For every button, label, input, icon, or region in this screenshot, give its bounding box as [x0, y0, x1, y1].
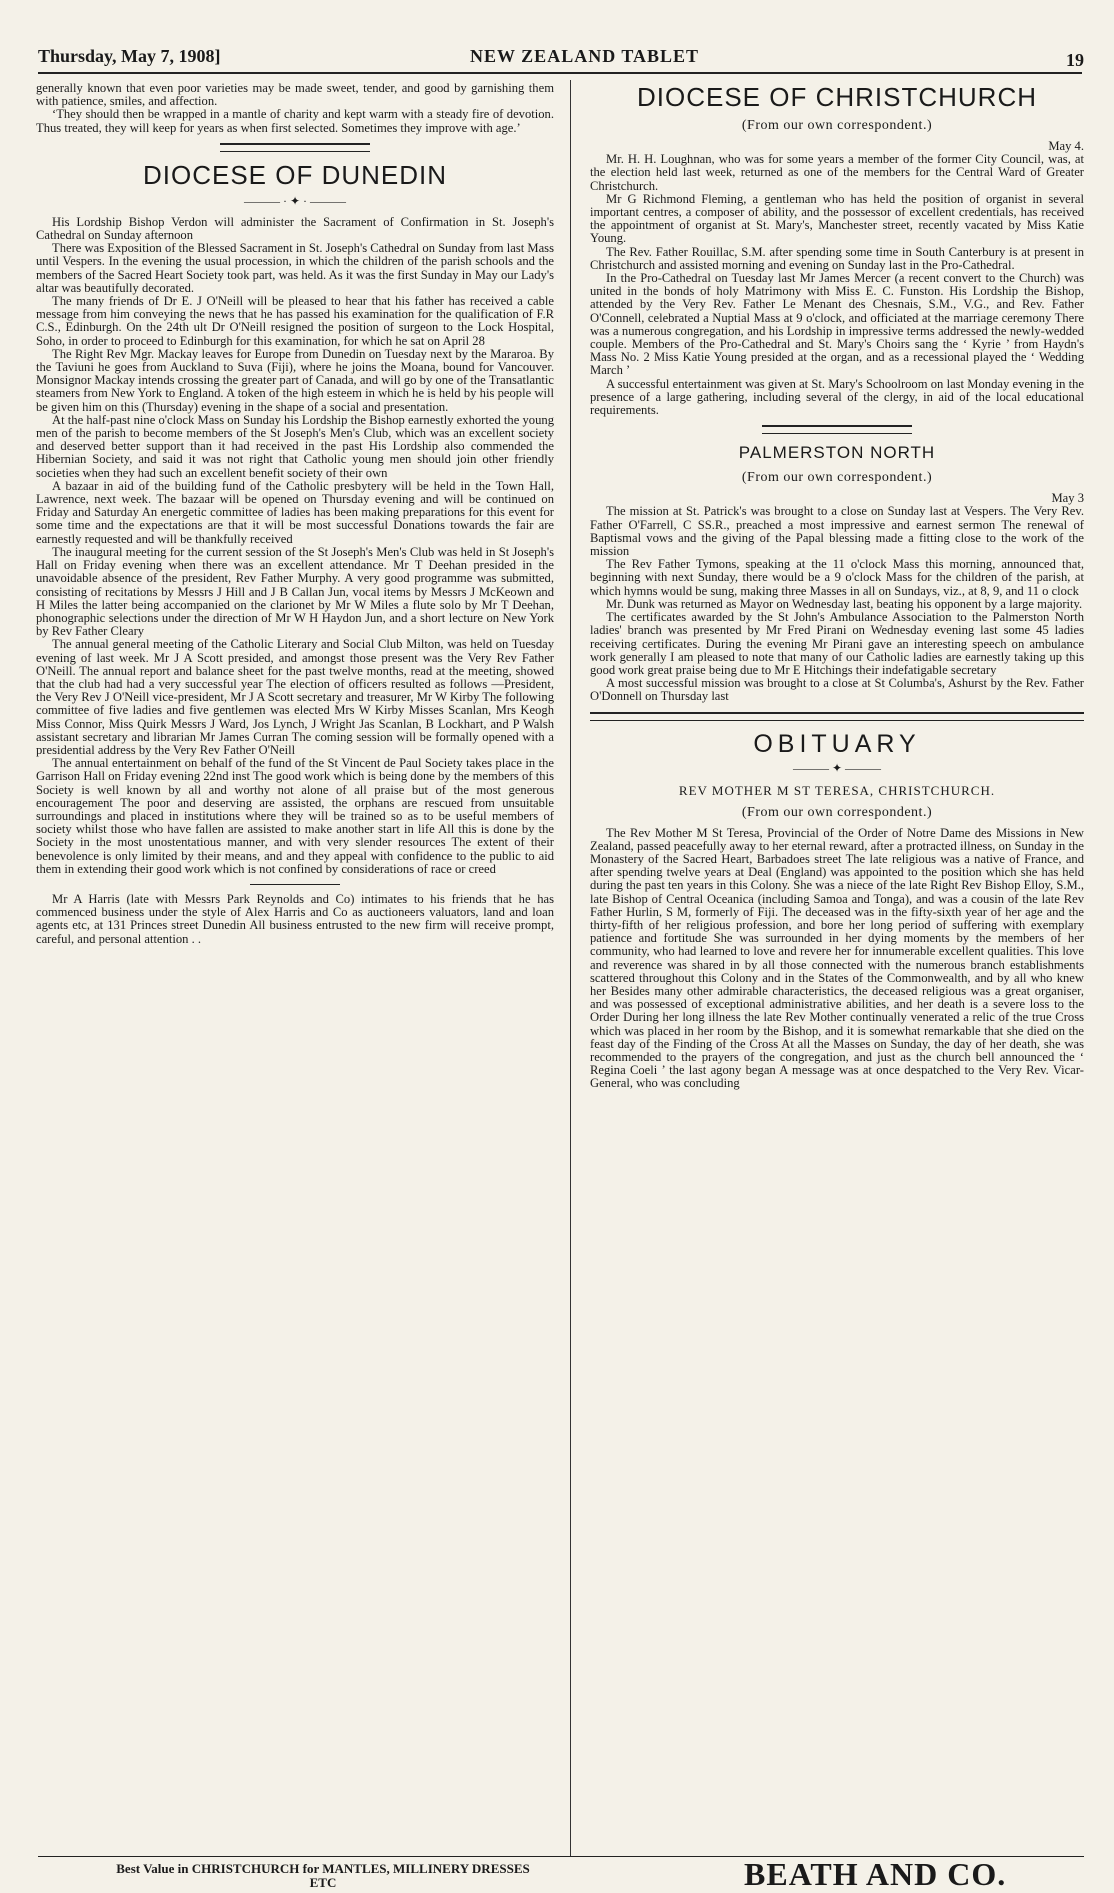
column-divider: [570, 80, 571, 1856]
page-number: 19: [1066, 50, 1084, 70]
ornament-divider: ——— ✦ ———: [792, 760, 882, 775]
article-paragraph: The Rev. Father Rouillac, S.M. after spending some time in South Canterbury is at present in Christchurch and assisted morning and evening on Sunday last in the Pro-Cathedral.: [590, 244, 1084, 272]
christchurch-heading: DIOCESE OF CHRISTCHURCH: [636, 82, 1037, 112]
article-paragraph: The Rev Father Tymons, speaking at the 11 o'clock Mass this morning, announced that, beginning with next Sunday, there would be a 9 o'clock Mass for the children of the parish, at which hymns would be sung, making three Masses in all on Sundays, viz., at 8, 9, and 11 o clock: [590, 557, 1084, 598]
section-rule: [220, 143, 370, 152]
article-paragraph: The annual entertainment on behalf of the fund of the St Vincent de Paul Society takes place in the Garrison Hall on Friday evening 22nd inst The good work which is being done by the members of this Society is well known by all and worthy not alone of all praise but of the most generous encouragement The poor and deserving are assisted, the orphans are rescued from unsuitable surroundings and placed in institutions where they will be trained so as to be useful members of society whilst those who have fallen are assisted to make another start in life All this is done by the Society in the most unostentatious manner, and with very slender resources The extent of their benevolence is only limited by their means, and and they appeal with confidence to the public to aid them in extending their good work which is not confined by considerations of race or creed: [36, 756, 554, 876]
article-paragraph: Mr. Dunk was returned as Mayor on Wednesday last, beating his opponent by a large majority.: [606, 596, 1083, 611]
article-paragraph: A most successful mission was brought to a close at St Columba's, Ashurst by the Rev. Father O'Donnell on Thursday last: [590, 676, 1084, 704]
obituary-heading: OBITUARY: [753, 729, 921, 758]
page-header: [38, 46, 1084, 70]
correspondent-line: (From our own correspondent.): [741, 118, 933, 133]
publication-title: NEW ZEALAND TABLET: [470, 46, 700, 66]
dateline: May 4.: [1048, 139, 1084, 153]
article-paragraph: At the half-past nine o'clock Mass on Sunday his Lordship the Bishop earnestly exhorted the young men of the parish to become members of the St Joseph's Men's Club, which was an excellent society and deserved better support than it had received in the past His Lordship also commended the Hibernian Society, and said it was not right that Catholic young men should join other friendly societies when they had such an excellent benefit society of their own: [36, 412, 554, 480]
business-notice: Mr A Harris (late with Messrs Park Reynolds and Co) intimates to his friends that he has commenced business under the style of Alex Harris and Co as auctioneers valuators, land and loan agents etc, at 131 Princes street Dunedin All business entrusted to the new firm will receive prompt, careful, and personal attention . .: [36, 891, 554, 946]
issue-date: Thursday, May 7, 1908]: [38, 46, 221, 66]
article-paragraph: The annual general meeting of the Catholic Literary and Social Club Milton, was held on Tuesday evening of last week. Mr J A Scott presided, and amongst those present was the Very Rev Father O'Neill. The annual report and balance sheet for the past twelve months, read at the meeting, showed that the club had had a very successful year The election of officers resulted as follows —President, the Very Rev J O'Neill vice-president, Mr J A Scott secretary and treasurer, Mr W Kirby The following committee of five ladies and five gentlemen was elected Mrs W Kirby Misses Scanlan, Mrs Keogh Miss Connor, Miss Quirk Messrs J Ward, Jos Lynch, J Wright Jas Scanlan, B Lockhart, and P Walsh assistant secretary and librarian Mr James Curran The coming session will be formally opened with a presidential address by the Very Rev Father O'Neill: [36, 637, 554, 757]
intro-paragraph: generally known that even poor varieties may be made sweet, tender, and good by garnishing them with patience, smiles, and affection.: [36, 81, 554, 109]
article-paragraph: The many friends of Dr E. J O'Neill will be pleased to hear that his father has received a cable message from him conveying the news that he has passed his examination for the qualification of F.R C.S., Edinburgh. On the 24th ult Dr O'Neill resigned the position of surgeon to the Lock Hospital, Soho, in order to proceed to Edinburgh for this examination, for which he sat on April 28: [36, 294, 554, 348]
footer-advert-right: BEATH AND CO.: [744, 1856, 1007, 1892]
footer-advert-left: Best Value in CHRISTCHURCH for MANTLES, MILLINERY DRESSES ETC: [116, 1861, 530, 1890]
article-paragraph: The certificates awarded by the St John's Ambulance Association to the Palmerston North ladies' branch was presented by Mr Fred Pirani on Wednesday evening last some 45 ladies receiving certificates. During the evening Mr Pirani gave an interesting speech on ambulance work generally I am pleased to note that many of our Catholic ladies are earnestly taking up this good work great praise being due to Mr E Hitchings their indefatigable secretary: [590, 610, 1084, 677]
article-paragraph: There was Exposition of the Blessed Sacrament in St. Joseph's Cathedral on Sunday from last Mass until Vespers. In the evening the usual procession, in which the children of the parish schools and the members of the Sacred Heart Society took part, was held. As it was the first Sunday in May our Lady's altar was beautifully decorated.: [36, 241, 554, 295]
intro-paragraph: ‘They should then be wrapped in a mantle of charity and kept warm with a steady fire of devotion. Thus treated, they will keep for years as when first selected. Sometimes they improve with age.’: [36, 107, 554, 135]
correspondent-line: (From our own correspondent.): [741, 804, 933, 820]
header-rule: [38, 72, 1082, 74]
article-paragraph: Mr. H. H. Loughnan, who was for some years a member of the former City Council, was, at the election held last week, returned as one of the members for the Central Ward of Greater Christchurch.: [590, 152, 1084, 193]
article-paragraph: A bazaar in aid of the building fund of the Catholic presbytery will be held in the Town Hall, Lawrence, next week. The bazaar will be opened on Thursday evening and will be continued on Friday and Saturday An energetic committee of ladies has been making preparations for this event for some time and the expectations are that it will be most successful Donations towards the fair are earnestly requested and will be thankfully received: [36, 478, 554, 546]
article-paragraph: The mission at St. Patrick's was brought to a close on Sunday last at Vespers. The Very Rev. Father O'Farrell, C SS.R., preached a most impressive and earnest sermon The renewal of Baptismal vows and the giving of the Papal blessing made a fitting close to the work of the mission: [590, 504, 1084, 559]
dateline: May 3: [1051, 491, 1084, 506]
article-paragraph: The inaugural meeting for the current session of the St Joseph's Men's Club was held in St Joseph's Hall on Friday evening when there was an excellent attendance. Mr T Deehan presided in the unavoidable absence of the president, Rev Father Murphy. A very good programme was submitted, consisting of recitations by Messrs J Hill and J B Callan Jun, vocal items by Messrs J McKeown and H Miles the latter being accompanied on the clarionet by Mr W Miles a flute solo by Mr T Deehan, phonographic selections under the direction of Mr W H Haydon Jun, and a short lecture on New York by Rev Father Cleary: [36, 544, 554, 639]
ornament-divider: ——— · ✦ · ———: [243, 193, 347, 208]
article-paragraph: The Right Rev Mgr. Mackay leaves for Europe from Dunedin on Tuesday next by the Mararoa. By the Taviuni he goes from Auckland to Suva (Fiji), where he joins the Moana, bound for Vancouver. Monsignor Mackay intends crossing the greater part of Canada, and will go by one of the Transatlantic steamers from New York to England. A token of the high esteem in which he is held by his people will be given him on this (Thursday) evening in the shape of a social and presentation.: [36, 346, 554, 414]
correspondent-line: (From our own correspondent.): [741, 470, 933, 486]
article-paragraph: His Lordship Bishop Verdon will administer the Sacrament of Confirmation in St. Joseph's Cathedral on Sunday afternoon: [36, 214, 554, 243]
dunedin-heading: DIOCESE OF DUNEDIN: [142, 159, 448, 190]
section-rule: [762, 425, 912, 434]
obituary-subject: REV MOTHER M ST TERESA, CHRISTCHURCH.: [678, 782, 996, 798]
article-paragraph: A successful entertainment was given at St. Mary's Schoolroom on last Monday evening in the presence of a large gathering, including several of the clergy, in aid of the local educational requirements.: [590, 376, 1084, 418]
page-footer: [38, 1856, 1084, 1892]
notice-rule: [250, 884, 340, 885]
article-paragraph: In the Pro-Cathedral on Tuesday last Mr James Mercer (a recent convert to the Church) was united in the bonds of holy Matrimony with Miss E. C. Funston. His Lordship the Bishop, attended by the Very Rev. Father Le Menant des Chesnais, S.M., V.G., and Rev. Father O'Connell, celebrated a Nuptial Mass at 9 o'clock, and officiated at the marriage ceremony There was a numerous congregation, and his Lordship in impressive terms addressed the newly-wedded couple. Members of the Pro-Cathedral and St. Mary's Choirs sang the ‘ Kyrie ’ from Haydn's Mass No. 2 Miss Katie Young presided at the organ, and as a recessional played the ‘ Wedding March ’: [590, 271, 1084, 378]
right-column: [590, 82, 1084, 1091]
palmerston-heading: PALMERSTON NORTH: [738, 443, 936, 463]
article-paragraph: Mr G Richmond Fleming, a gentleman who has held the position of organist in several important centres, a composer of ability, and the possessor of excellent credentials, has received the appointment of organist at St. Mary's, Manchester street, recently vacated by Miss Katie Young.: [590, 191, 1084, 246]
section-rule: [590, 712, 1084, 721]
article-paragraph: The Rev Mother M St Teresa, Provincial of the Order of Notre Dame des Missions in New Zealand, passed peacefully away to her eternal reward, after a protracted illness, on Sunday in the Monastery of the Sacred Heart, Barbadoes street The late religious was a native of France, and after spending twelve years at Deal (England) was appointed to the position which she has held during the past ten years in this Colony. She was a niece of the late Right Rev Bishop Elloy, S.M., late Bishop of Central Oceanica (including Samoa and Tonga), and was a cousin of the late Rev Father Hurlin, S M, formerly of Fiji. The deceased was in the fifty-sixth year of her age and the thirty-fifth of her religious profession, and bore her long period of suffering with exemplary patience and fortitude She was surrounded in her dying moments by the members of her community, who had learned to love and revere her for innumerable excellent qualities. This love and reverence was shared in by all those connected with the numerous branch establishments scattered throughout this Colony and in the States of the Commonwealth, and by all who knew her Besides many other admirable characteristics, the deceased religious was a great organiser, and was possessed of exceptional administrative abilities, and her death is a severe loss to the Order During her long illness the late Rev Mother continually venerated a relic of the true Cross which was placed in her room by the Bishop, and it is somewhat remarkable that she died on the feast day of the Finding of the Cross At all the Masses on Sunday, the day of her death, she was recommended to the prayers of the congregation, and just as the church bell announced the ‘ Regina Coeli ’ the last agony began A message was at once despatched to the Very Rev. Vicar-General, who was concluding: [590, 825, 1084, 1091]
left-column: [36, 82, 554, 946]
